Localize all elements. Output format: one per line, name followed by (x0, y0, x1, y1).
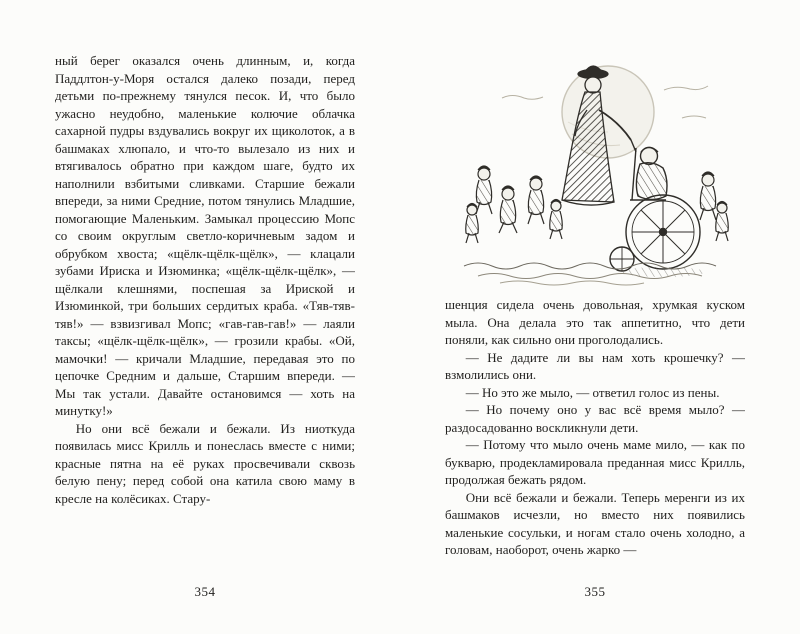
paragraph: — Но почему оно у вас всё время мыло? — раздосадованно воскликнули дети. (445, 402, 745, 435)
book-illustration (450, 52, 740, 292)
children-left (466, 166, 563, 243)
illustration-drawing (450, 52, 740, 290)
page-right (445, 52, 745, 608)
children-right (700, 172, 728, 241)
page-right-text (445, 296, 745, 559)
paragraph: — Потому что мыло очень маме мило, — как по букварю, продекламировала преданная мисс Крилль, продолжая бежать рядом. (445, 437, 745, 487)
page-number-right: 355 (584, 584, 606, 599)
paragraph: шенция сидела очень довольная, хрумкая куском мыла. Она делала это так аппетитно, что дети поняли, как сильно они проголодались. (445, 297, 745, 347)
paragraph: Они всё бежали и бежали. Теперь меренги из их башмаков исчезли, но вместо них появились маленькие сосульки, и ногам стало очень холодно, а головам, наоборот, очень жарко — (445, 489, 745, 557)
page-number-left: 354 (194, 584, 216, 599)
paragraph: ный берег оказался очень длинным, и, когда Паддлтон-у-Моря остался далеко позади, перед детьми по-прежнему тянулся песок. И, что было ужасно неудобно, маленькие колючие облачка сахарной пудры вздувались вокруг их щиколоток, а в башмаках хлюпало, и что-то вылезало из них и втягивалось обратно при каждом шаге, будто их наполнили взбитыми сливками. Старшие бежали впереди, за ними Средние, потом тянулись Младшие, помогающие Маленьким. Замыкал процессию Мопс со своим округлым светло-коричневым задом и обрубком хвоста; «щёлк-щёлк-щёлк», — клацали зубами Ириска и Изюминка; «щёлк-щёлк-щёлк», — щёлкали клешнями, поспешая за Ириской и Изюминкой, три больших сердитых краба. «Тяв-тяв-тяв!» — взвизгивал Мопс; «гав-гав-гав!» — лаяли таксы; «щёлк-щёлк-щёлк», — грозили крабы. «Ой, мамочки! — кричали Младшие, передавая это по цепочке Средним и дальше, Старшим впереди. — Мы так устали. Давайте остановимся — хоть на минутку!» (55, 53, 355, 418)
paragraph: Но они всё бежали и бежали. Из ниоткуда появилась мисс Крилль и понеслась вместе с ними; красные пятна на её руках просвечивали сквозь белую пену; перед собой она катила свою маму в кресле на колёсиках. Стару- (55, 420, 355, 506)
page-right-content (445, 52, 745, 568)
page-left (55, 52, 355, 608)
page-left-text (55, 52, 355, 568)
paragraph: — Не дадите ли вы нам хоть крошечку? — взмолились они. (445, 349, 745, 382)
paragraph: — Но это же мыло, — ответил голос из пены. (465, 384, 720, 400)
wheelchair (610, 140, 700, 271)
